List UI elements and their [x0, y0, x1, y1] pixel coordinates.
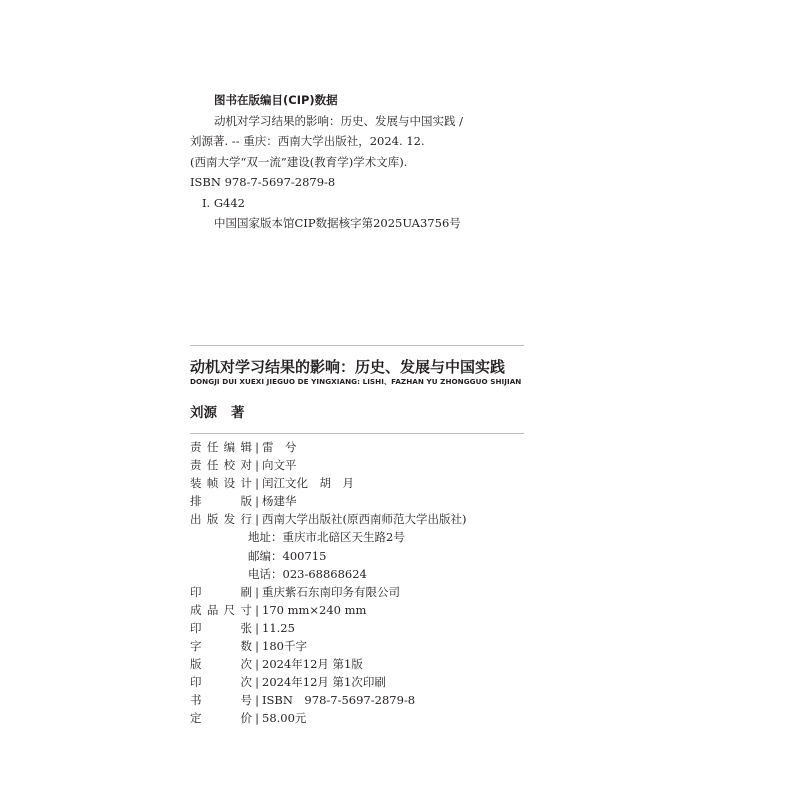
publisher-postcode: 邮编：400715: [248, 548, 327, 563]
author-name: 刘源: [190, 405, 217, 421]
detail-separator: |: [255, 693, 259, 708]
detail-label: 印 张: [190, 620, 252, 635]
detail-label: 排 版: [190, 494, 252, 509]
detail-label: 责 任 校 对: [190, 458, 252, 473]
detail-label: 书 号: [190, 693, 252, 708]
detail-row-printing: [190, 673, 466, 691]
detail-value: 170 mm×240 mm: [262, 602, 367, 617]
detail-label: 印 刷: [190, 584, 252, 599]
cip-line-author: 刘源著. -- 重庆：西南大学出版社，2024. 12.: [190, 134, 425, 148]
publication-details: [190, 438, 466, 728]
detail-separator: |: [255, 458, 259, 473]
detail-value: 西南大学出版社(原西南师范大学出版社): [262, 512, 467, 527]
cip-line-title: 动机对学习结果的影响：历史、发展与中国实践 /: [214, 113, 464, 128]
detail-value: 2024年12月 第1版: [262, 657, 363, 672]
detail-row-price: [190, 709, 466, 727]
detail-value: 重庆紫石东南印务有限公司: [262, 584, 400, 599]
detail-label: 定 价: [190, 711, 252, 726]
divider-top: [190, 345, 524, 346]
detail-row-proofreader: [190, 456, 466, 474]
detail-separator: |: [255, 675, 259, 690]
detail-row-wordcount: [190, 637, 466, 655]
cip-line-approval: 中国国家版本馆CIP数据核字第2025UA3756号: [214, 216, 461, 230]
detail-value: 杨建华: [262, 494, 297, 509]
detail-separator: |: [255, 476, 259, 491]
detail-label: 版 次: [190, 657, 252, 672]
detail-value: 180千字: [262, 639, 307, 654]
detail-separator: |: [255, 584, 259, 599]
detail-label: 出 版 发 行: [190, 512, 252, 527]
detail-row-edition: [190, 655, 466, 673]
publisher-address: 地址：重庆市北碚区天生路2号: [248, 530, 405, 545]
detail-row-isbn: [190, 691, 466, 709]
detail-value: 2024年12月 第1次印刷: [262, 675, 386, 690]
detail-value: ISBN 978-7-5697-2879-8: [262, 693, 416, 708]
detail-row-editor: [190, 438, 466, 456]
detail-row-publisher: [190, 510, 466, 528]
cip-block: [190, 90, 530, 234]
detail-separator: |: [255, 494, 259, 509]
detail-value: 11.25: [262, 620, 295, 635]
detail-label: 印 次: [190, 675, 252, 690]
detail-separator: |: [255, 512, 259, 527]
detail-row-sheets: [190, 619, 466, 637]
publisher-phone: 电话：023-68868624: [248, 566, 367, 581]
detail-row-size: [190, 601, 466, 619]
detail-row-typesetting: [190, 492, 466, 510]
detail-value: 58.00元: [262, 711, 307, 726]
detail-label: 成 品 尺 寸: [190, 602, 252, 617]
author-role: 著: [231, 405, 245, 421]
book-title: 动机对学习结果的影响：历史、发展与中国实践: [190, 358, 506, 376]
cip-line-series: (西南大学“双一流”建设(教育学)学术文库).: [190, 154, 408, 169]
detail-separator: |: [255, 711, 259, 726]
cip-line-classification: Ⅰ. G442: [202, 195, 245, 210]
detail-label: 字 数: [190, 639, 252, 654]
detail-separator: |: [255, 620, 259, 635]
detail-label: 责 任 编 辑: [190, 440, 252, 454]
detail-separator: |: [255, 639, 259, 654]
detail-value: 向文平: [262, 458, 297, 473]
detail-separator: |: [255, 440, 259, 454]
detail-separator: |: [255, 657, 259, 672]
detail-row-design: [190, 474, 466, 492]
detail-value: 雷 兮: [262, 440, 297, 454]
cip-heading: 图书在版编目(CIP)数据: [214, 93, 338, 107]
book-title-pinyin: DONGJI DUI XUEXI JIEGUO DE YINGXIANG: LISHI、FAZHAN YU ZHONGGUO SHIJIAN: [190, 377, 522, 386]
cip-line-isbn: ISBN 978-7-5697-2879-8: [190, 175, 336, 189]
divider-bottom: [190, 433, 524, 434]
detail-label: 装 帧 设 计: [190, 476, 252, 491]
detail-row-printer: [190, 583, 466, 601]
author-line: [190, 401, 245, 421]
detail-value: 闰江文化 胡 月: [262, 476, 354, 491]
detail-separator: |: [255, 602, 259, 617]
